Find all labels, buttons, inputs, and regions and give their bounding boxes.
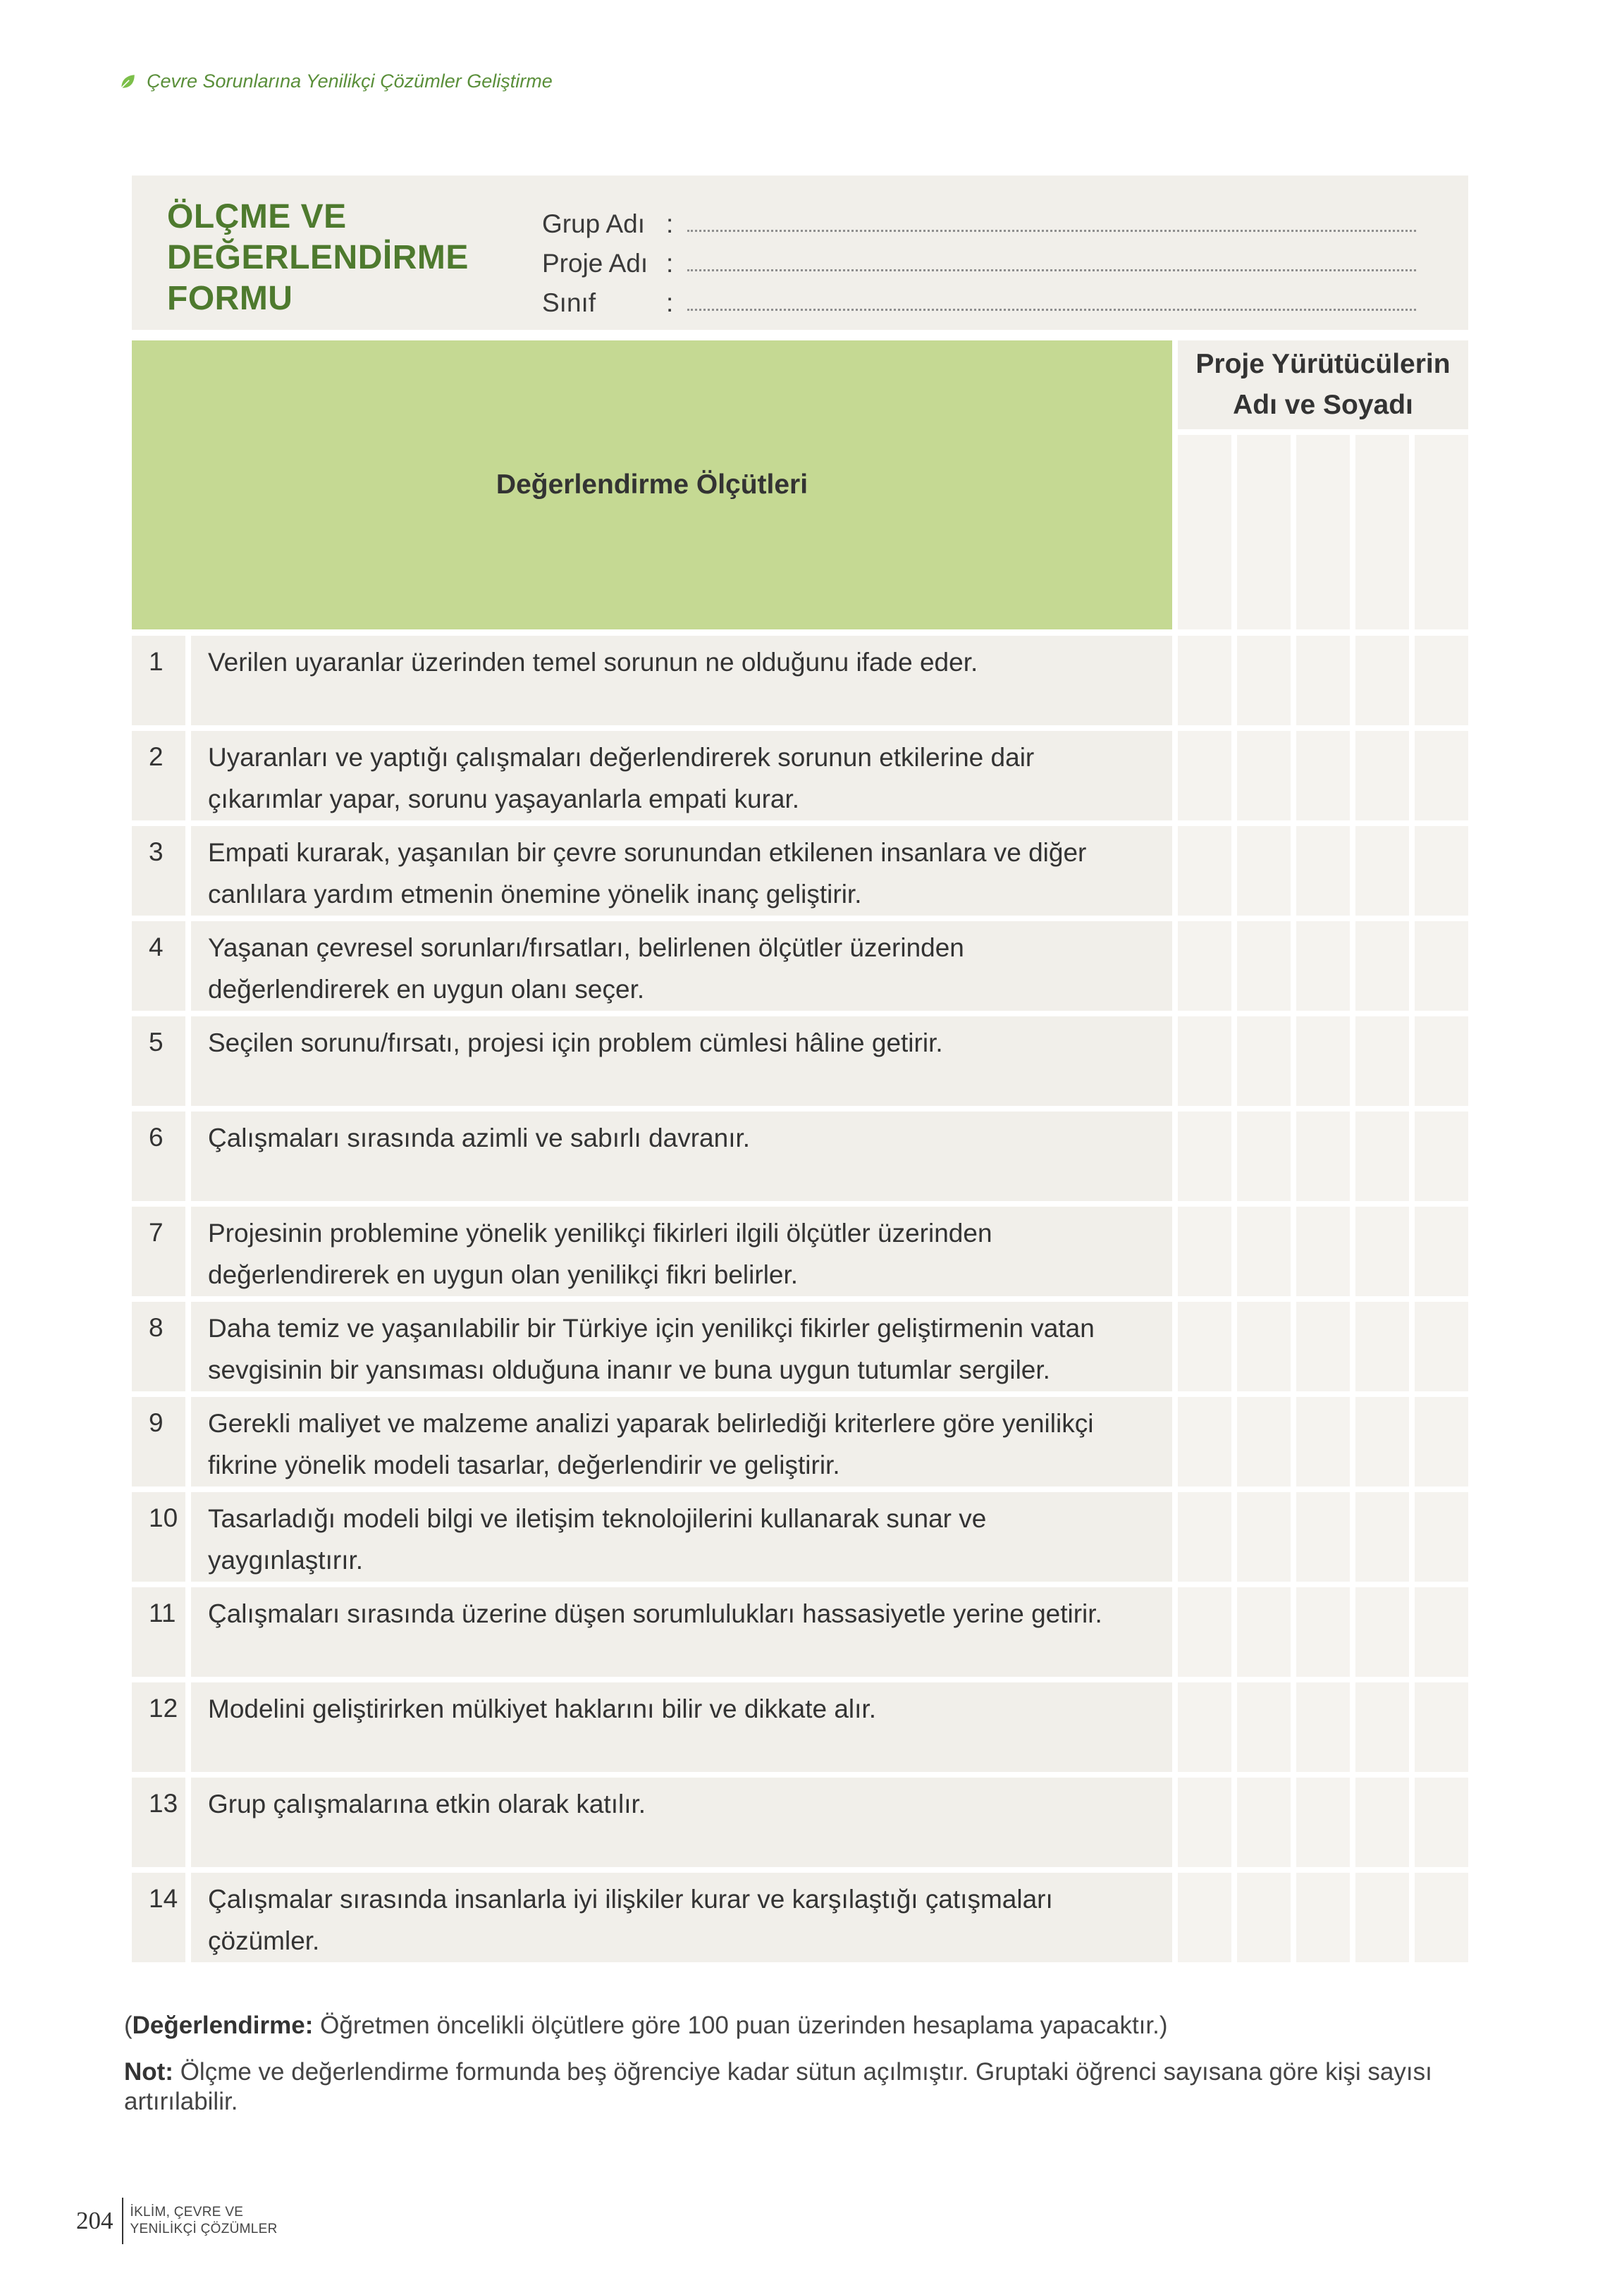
score-cell[interactable] bbox=[1355, 731, 1409, 820]
score-cell[interactable] bbox=[1415, 826, 1468, 916]
criterion-number: 11 bbox=[132, 1587, 185, 1677]
book-title-line: İKLİM, ÇEVRE VE bbox=[130, 2205, 244, 2220]
score-cells bbox=[1178, 1778, 1468, 1867]
running-header-text: Çevre Sorunlarına Yenilikçi Çözümler Geliştirme bbox=[147, 70, 553, 92]
criterion-text-line: çıkarımlar yapar, sorunu yaşayanlarla empati kurar. bbox=[208, 784, 800, 813]
score-cell[interactable] bbox=[1178, 1587, 1231, 1677]
score-cell[interactable] bbox=[1296, 1778, 1350, 1867]
note bbox=[124, 2057, 1435, 2117]
criterion-text bbox=[191, 636, 1172, 725]
criterion-text-line: Empati kurarak, yaşanılan bir çevre sorunundan etkilenen insanlara ve diğer bbox=[208, 838, 1087, 867]
score-cells bbox=[1178, 921, 1468, 1011]
score-cell[interactable] bbox=[1178, 1873, 1231, 1962]
criterion-text-line: Projesinin problemine yönelik yenilikçi fikirleri ilgili ölçütler üzerinden bbox=[208, 1219, 992, 1248]
student-name-cell[interactable] bbox=[1415, 435, 1468, 629]
score-cells bbox=[1178, 1873, 1468, 1962]
criterion-text bbox=[191, 1492, 1172, 1582]
score-cell[interactable] bbox=[1178, 1207, 1231, 1296]
score-cell[interactable] bbox=[1415, 636, 1468, 725]
criterion-text-line: Gerekli maliyet ve malzeme analizi yaparak belirlediği kriterlere göre yenilikçi bbox=[208, 1409, 1094, 1438]
score-cells bbox=[1178, 826, 1468, 916]
score-cell[interactable] bbox=[1178, 1016, 1231, 1106]
score-cell[interactable] bbox=[1237, 1016, 1291, 1106]
evaluation-note bbox=[124, 2011, 1435, 2040]
criterion-text bbox=[191, 1778, 1172, 1867]
fill-line[interactable] bbox=[687, 308, 1416, 311]
score-cells bbox=[1178, 1492, 1468, 1582]
criterion-text-line: Çalışmalar sırasında insanlarla iyi ilişkiler kurar ve karşılaştığı çatışmaları çözümler. bbox=[208, 1885, 1053, 1955]
table-row bbox=[132, 1302, 1468, 1391]
running-header bbox=[118, 70, 553, 92]
table-row bbox=[132, 1112, 1468, 1201]
score-cells bbox=[1178, 1397, 1468, 1486]
score-cell[interactable] bbox=[1355, 1778, 1409, 1867]
score-cell[interactable] bbox=[1415, 1492, 1468, 1582]
score-cell[interactable] bbox=[1178, 1302, 1231, 1391]
score-cell[interactable] bbox=[1355, 1302, 1409, 1391]
footer-notes bbox=[124, 2011, 1435, 2117]
score-cell[interactable] bbox=[1237, 826, 1291, 916]
score-cell[interactable] bbox=[1296, 826, 1350, 916]
criterion-text-line: Verilen uyaranlar üzerinden temel sorunun ne olduğunu ifade eder. bbox=[208, 648, 978, 677]
table-row bbox=[132, 1682, 1468, 1772]
field-colon: : bbox=[666, 209, 674, 238]
form-title-line: ÖLÇME VE bbox=[167, 198, 347, 235]
score-cell[interactable] bbox=[1178, 1492, 1231, 1582]
score-cells bbox=[1178, 1112, 1468, 1201]
score-cell[interactable] bbox=[1296, 1302, 1350, 1391]
criterion-number: 8 bbox=[132, 1302, 185, 1391]
score-cell[interactable] bbox=[1178, 1397, 1231, 1486]
criterion-text-line: yaygınlaştırır. bbox=[208, 1546, 364, 1575]
score-cell[interactable] bbox=[1237, 731, 1291, 820]
score-cell[interactable] bbox=[1355, 1873, 1409, 1962]
score-cells bbox=[1178, 636, 1468, 725]
fill-line[interactable] bbox=[687, 229, 1416, 232]
criterion-text-line: Daha temiz ve yaşanılabilir bir Türkiye için yenilikçi fikirler geliştirmenin vatan bbox=[208, 1314, 1095, 1343]
score-cell[interactable] bbox=[1355, 1682, 1409, 1772]
table-row bbox=[132, 1587, 1468, 1677]
score-cell[interactable] bbox=[1296, 1016, 1350, 1106]
page-footer bbox=[76, 2198, 278, 2244]
students-header-line: Adı ve Soyadı bbox=[1233, 390, 1413, 420]
class-field[interactable] bbox=[542, 278, 1416, 318]
score-cell[interactable] bbox=[1355, 636, 1409, 725]
score-cell[interactable] bbox=[1355, 1016, 1409, 1106]
score-cells bbox=[1178, 1682, 1468, 1772]
score-cell[interactable] bbox=[1237, 1587, 1291, 1677]
criterion-text bbox=[191, 731, 1172, 820]
score-cell[interactable] bbox=[1355, 921, 1409, 1011]
criterion-text-line: Modelini geliştirirken mülkiyet haklarını bilir ve dikkate alır. bbox=[208, 1694, 876, 1723]
criterion-text-line: değerlendirerek en uygun olan yenilikçi fikri belirler. bbox=[208, 1260, 799, 1289]
score-cell[interactable] bbox=[1296, 1492, 1350, 1582]
score-cell[interactable] bbox=[1415, 1302, 1468, 1391]
score-cell[interactable] bbox=[1415, 1112, 1468, 1201]
criterion-text bbox=[191, 1112, 1172, 1201]
table-row bbox=[132, 1873, 1468, 1962]
student-name-cell[interactable] bbox=[1178, 435, 1231, 629]
table-row bbox=[132, 921, 1468, 1011]
eval-open: ( bbox=[124, 2012, 133, 2039]
criteria-rows bbox=[132, 636, 1468, 1968]
score-cell[interactable] bbox=[1178, 1778, 1231, 1867]
score-cell[interactable] bbox=[1296, 1397, 1350, 1486]
score-cell[interactable] bbox=[1355, 1207, 1409, 1296]
score-cell[interactable] bbox=[1237, 1207, 1291, 1296]
score-cell[interactable] bbox=[1415, 731, 1468, 820]
score-cell[interactable] bbox=[1355, 826, 1409, 916]
footer-divider bbox=[122, 2198, 123, 2244]
form-title-line: FORMU bbox=[167, 280, 293, 317]
form-title-line: DEĞERLENDİRME bbox=[167, 239, 469, 276]
field-colon: : bbox=[666, 249, 674, 278]
criterion-number: 14 bbox=[132, 1873, 185, 1962]
score-cell[interactable] bbox=[1237, 1302, 1291, 1391]
score-cells bbox=[1178, 1587, 1468, 1677]
criterion-text-line: Çalışmaları sırasında üzerine düşen sorumlulukları hassasiyetle yerine getirir. bbox=[208, 1599, 1102, 1628]
criterion-number: 2 bbox=[132, 731, 185, 820]
score-cell[interactable] bbox=[1415, 1778, 1468, 1867]
criterion-number: 4 bbox=[132, 921, 185, 1011]
score-cell[interactable] bbox=[1237, 1492, 1291, 1582]
student-name-cell[interactable] bbox=[1296, 435, 1350, 629]
student-name-cell[interactable] bbox=[1355, 435, 1409, 629]
table-row bbox=[132, 1397, 1468, 1486]
criterion-number: 1 bbox=[132, 636, 185, 725]
score-cell[interactable] bbox=[1355, 1587, 1409, 1677]
book-title-line: YENİLİKÇİ ÇÖZÜMLER bbox=[130, 2222, 278, 2236]
students-header-line: Proje Yürütücülerin bbox=[1195, 349, 1451, 379]
score-cell[interactable] bbox=[1178, 636, 1231, 725]
criterion-text-line: fikrine yönelik modeli tasarlar, değerlendirir ve geliştirir. bbox=[208, 1451, 840, 1479]
eval-label: Değerlendirme: bbox=[132, 2012, 314, 2039]
criterion-text bbox=[191, 826, 1172, 916]
table-row bbox=[132, 1492, 1468, 1582]
criterion-text-line: sevgisinin bir yansıması olduğuna inanır ve buna uygun tutumlar sergiler. bbox=[208, 1355, 1050, 1384]
project-name-field[interactable] bbox=[542, 239, 1416, 278]
score-cell[interactable] bbox=[1355, 1492, 1409, 1582]
criterion-text-line: Grup çalışmalarına etkin olarak katılır. bbox=[208, 1790, 646, 1818]
field-label: Sınıf bbox=[542, 288, 596, 317]
score-cell[interactable] bbox=[1178, 1112, 1231, 1201]
field-label: Grup Adı bbox=[542, 209, 646, 238]
score-cells bbox=[1178, 1016, 1468, 1106]
field-label: Proje Adı bbox=[542, 249, 648, 278]
criterion-text bbox=[191, 921, 1172, 1011]
book-title bbox=[130, 2204, 278, 2238]
table-row bbox=[132, 1207, 1468, 1296]
score-cell[interactable] bbox=[1237, 1778, 1291, 1867]
score-cell[interactable] bbox=[1237, 1682, 1291, 1772]
table-row bbox=[132, 1016, 1468, 1106]
score-cell[interactable] bbox=[1237, 1112, 1291, 1201]
criterion-number: 6 bbox=[132, 1112, 185, 1201]
score-cell[interactable] bbox=[1237, 1873, 1291, 1962]
student-name-cell[interactable] bbox=[1237, 435, 1291, 629]
criterion-text bbox=[191, 1016, 1172, 1106]
score-cell[interactable] bbox=[1178, 731, 1231, 820]
form-title bbox=[167, 197, 469, 319]
student-name-columns bbox=[1178, 435, 1468, 629]
form-header-panel bbox=[132, 176, 1468, 330]
criterion-text-line: Yaşanan çevresel sorunları/fırsatları, belirlenen ölçütler üzerinden bbox=[208, 933, 964, 962]
score-cell[interactable] bbox=[1296, 1112, 1350, 1201]
criterion-number: 5 bbox=[132, 1016, 185, 1106]
criterion-number: 10 bbox=[132, 1492, 185, 1582]
criterion-number: 9 bbox=[132, 1397, 185, 1486]
score-cell[interactable] bbox=[1178, 1682, 1231, 1772]
group-name-field[interactable] bbox=[542, 199, 1416, 239]
criteria-header: Değerlendirme Ölçütleri bbox=[132, 340, 1172, 629]
criterion-text bbox=[191, 1873, 1172, 1962]
page-number: 204 bbox=[76, 2207, 113, 2234]
eval-text: Öğretmen öncelikli ölçütlere göre 100 puan üzerinden hesaplama yapacaktır.) bbox=[313, 2012, 1168, 2039]
criterion-text bbox=[191, 1302, 1172, 1391]
score-cell[interactable] bbox=[1296, 1873, 1350, 1962]
table-row bbox=[132, 731, 1468, 820]
score-cells bbox=[1178, 1207, 1468, 1296]
score-cell[interactable] bbox=[1178, 826, 1231, 916]
score-cell[interactable] bbox=[1415, 1207, 1468, 1296]
score-cell[interactable] bbox=[1296, 1682, 1350, 1772]
note-text: Ölçme ve değerlendirme formunda beş öğrenciye kadar sütun açılmıştır. Gruptaki öğrenci sayısana göre kişi sayısı artırılabilir. bbox=[124, 2058, 1432, 2115]
score-cell[interactable] bbox=[1296, 636, 1350, 725]
score-cell[interactable] bbox=[1237, 636, 1291, 725]
criterion-number: 3 bbox=[132, 826, 185, 916]
criterion-number: 12 bbox=[132, 1682, 185, 1772]
criterion-text-line: canlılara yardım etmenin önemine yönelik inanç geliştirir. bbox=[208, 880, 862, 909]
score-cell[interactable] bbox=[1178, 921, 1231, 1011]
criterion-text-line: Uyaranları ve yaptığı çalışmaları değerlendirerek sorunun etkilerine dair bbox=[208, 743, 1035, 772]
form-fields bbox=[542, 199, 1416, 318]
criterion-text-line: Çalışmaları sırasında azimli ve sabırlı davranır. bbox=[208, 1124, 751, 1152]
score-cell[interactable] bbox=[1415, 1682, 1468, 1772]
score-cells bbox=[1178, 731, 1468, 820]
table-row bbox=[132, 826, 1468, 916]
students-header bbox=[1178, 340, 1468, 429]
score-cell[interactable] bbox=[1415, 921, 1468, 1011]
score-cell[interactable] bbox=[1355, 1397, 1409, 1486]
criterion-text bbox=[191, 1207, 1172, 1296]
criterion-text bbox=[191, 1587, 1172, 1677]
score-cell[interactable] bbox=[1415, 1587, 1468, 1677]
criterion-text bbox=[191, 1397, 1172, 1486]
table-row bbox=[132, 636, 1468, 725]
criterion-text-line: Seçilen sorunu/fırsatı, projesi için problem cümlesi hâline getirir. bbox=[208, 1028, 943, 1057]
criterion-number: 13 bbox=[132, 1778, 185, 1867]
criterion-text-line: değerlendirerek en uygun olanı seçer. bbox=[208, 975, 645, 1004]
criterion-text bbox=[191, 1682, 1172, 1772]
criterion-text-line: Tasarladığı modeli bilgi ve iletişim teknolojilerini kullanarak sunar ve bbox=[208, 1504, 987, 1533]
score-cell[interactable] bbox=[1296, 731, 1350, 820]
leaf-icon bbox=[118, 73, 137, 91]
score-cell[interactable] bbox=[1296, 921, 1350, 1011]
field-colon: : bbox=[666, 288, 674, 317]
score-cell[interactable] bbox=[1415, 1397, 1468, 1486]
table-row bbox=[132, 1778, 1468, 1867]
score-cells bbox=[1178, 1302, 1468, 1391]
note-label: Not: bbox=[124, 2058, 173, 2086]
criterion-number: 7 bbox=[132, 1207, 185, 1296]
score-cell[interactable] bbox=[1237, 1397, 1291, 1486]
score-cell[interactable] bbox=[1237, 921, 1291, 1011]
score-cell[interactable] bbox=[1355, 1112, 1409, 1201]
score-cell[interactable] bbox=[1296, 1587, 1350, 1677]
score-cell[interactable] bbox=[1415, 1873, 1468, 1962]
score-cell[interactable] bbox=[1296, 1207, 1350, 1296]
fill-line[interactable] bbox=[687, 269, 1416, 271]
score-cell[interactable] bbox=[1415, 1016, 1468, 1106]
